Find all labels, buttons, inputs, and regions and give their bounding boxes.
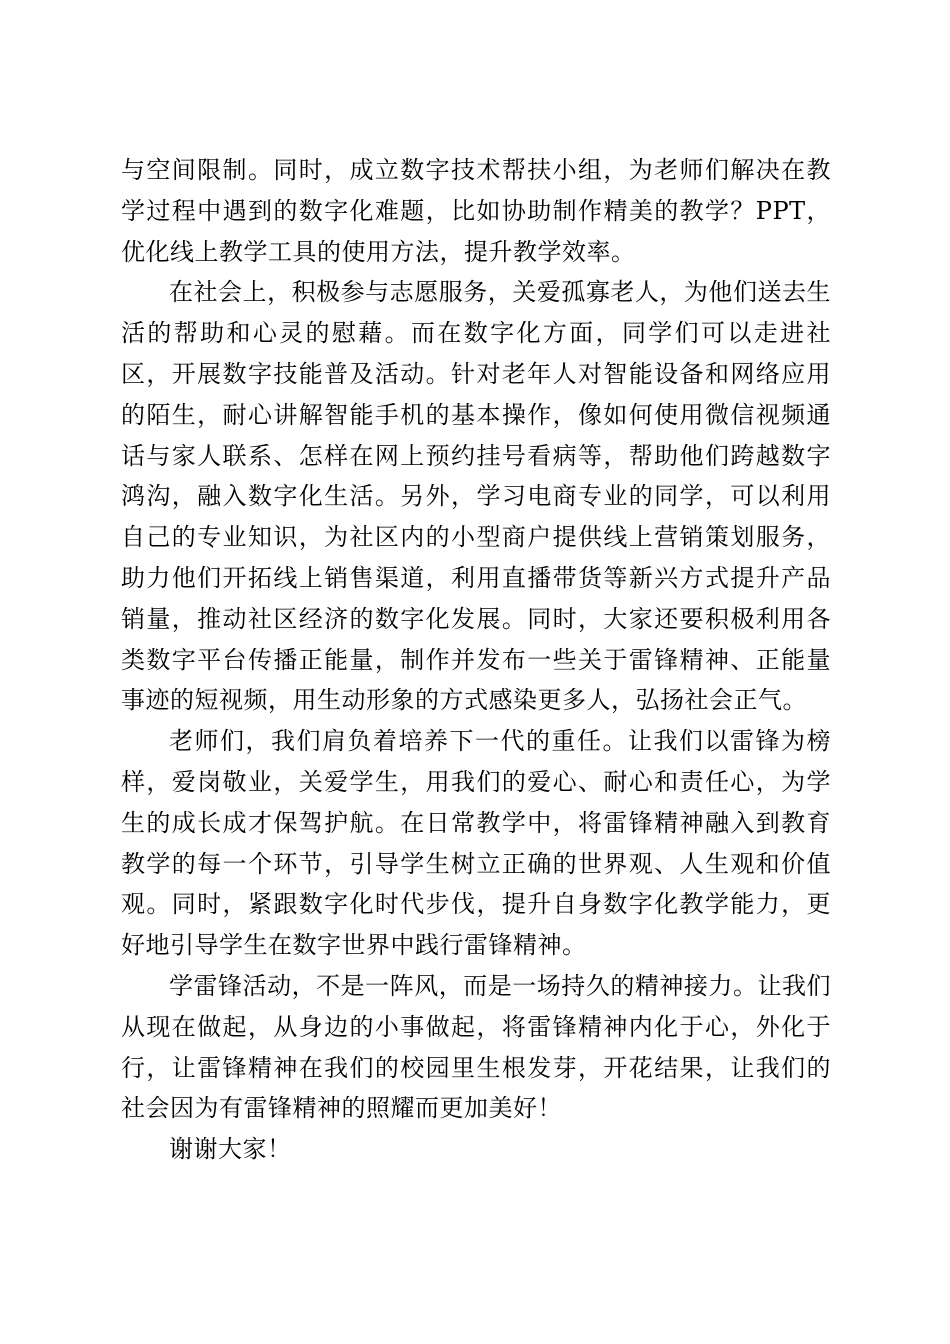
document-body [121, 150, 831, 1170]
paragraph-thanks: 谢谢大家！ [169, 1135, 292, 1164]
paragraph-teachers: 老师们，我们肩负着培养下一代的重任。让我们以雷锋为榜样，爱岗敬业，关爱学生，用我们的爱心、耐心和责任心，为学生的成长成才保驾护航。在日常教学中，将雷锋精神融入到教育教学的每一个环节，引导学生树立正确的世界观、人生观和价值观。同时，紧跟数字化时代步伐，提升自身数字化教学能力，更好地引导学生在数字世界中践行雷锋精神。 [121, 727, 831, 960]
paragraph-community-service: 在社会上，积极参与志愿服务，关爱孤寡老人，为他们送去生活的帮助和心灵的慰藉。而在数字化方面，同学们可以走进社区，开展数字技能普及活动。针对老年人对智能设备和网络应用的陌生，耐心讲解智能手机的基本操作，像如何使用微信视频通话与家人联系、怎样在网上预约挂号看病等，帮助他们跨越数字鸿沟，融入数字化生活。另外，学习电商专业的同学，可以利用自己的专业知识，为社区内的小型商户提供线上营销策划服务，助力他们开拓线上销售渠道，利用直播带货等新兴方式提升产品销量，推动社区经济的数字化发展。同时，大家还要积极利用各类数字平台传播正能量，制作并发布一些关于雷锋精神、正能量事迹的短视频，用生动形象的方式感染更多人，弘扬社会正气。 [121, 278, 831, 715]
paragraph-closing: 学雷锋活动，不是一阵风，而是一场持久的精神接力。让我们从现在做起，从身边的小事做起，将雷锋精神内化于心，外化于行，让雷锋精神在我们的校园里生根发芽，开花结果，让我们的社会因为有雷锋精神的照耀而更加美好！ [121, 971, 831, 1123]
paragraph-continued: 与空间限制。同时，成立数字技术帮扶小组，为老师们解决在教学过程中遇到的数字化难题，比如协助制作精美的教学？PPT，优化线上教学工具的使用方法，提升教学效率。 [121, 156, 831, 266]
